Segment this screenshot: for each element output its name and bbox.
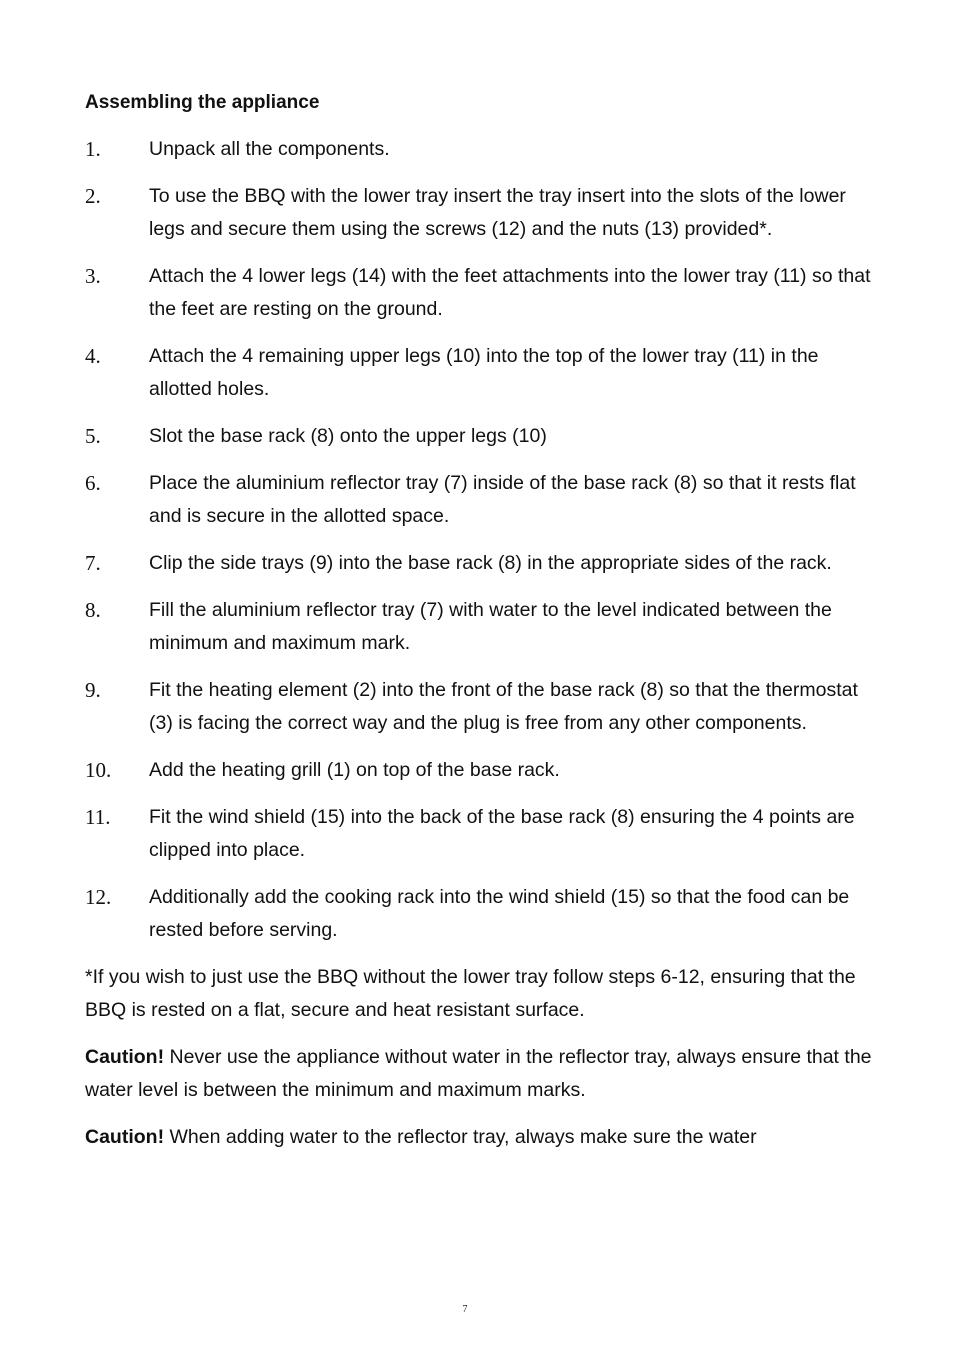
assembly-steps-list — [85, 133, 875, 947]
step-number: 6. — [85, 471, 101, 495]
step-text: Slot the base rack (8) onto the upper legs (10) — [149, 425, 547, 447]
caution-label: Caution! — [85, 1126, 165, 1148]
step-text: Attach the 4 remaining upper legs (10) into the top of the lower tray (11) in the allotted holes. — [149, 345, 819, 400]
caution-label: Caution! — [85, 1046, 165, 1068]
step-number: 3. — [85, 264, 101, 288]
step-text: Attach the 4 lower legs (14) with the feet attachments into the lower tray (11) so that the feet are resting on the ground. — [149, 265, 871, 320]
caution-text: When adding water to the reflector tray, always make sure the water — [164, 1126, 757, 1148]
step-text: Clip the side trays (9) into the base rack (8) in the appropriate sides of the rack. — [149, 552, 832, 574]
step-text: Fit the wind shield (15) into the back of the base rack (8) ensuring the 4 points are clipped into place. — [149, 806, 855, 861]
step-number: 2. — [85, 184, 101, 208]
caution-paragraph — [85, 1041, 875, 1107]
list-item — [85, 133, 875, 166]
list-item — [85, 674, 875, 740]
step-number: 7. — [85, 551, 101, 575]
step-number: 10. — [85, 758, 112, 782]
list-item — [85, 754, 875, 787]
step-text: Fill the aluminium reflector tray (7) with water to the level indicated between the minimum and maximum mark. — [149, 599, 832, 654]
list-item — [85, 547, 875, 580]
list-item — [85, 594, 875, 660]
step-number: 9. — [85, 678, 101, 702]
list-item — [85, 881, 875, 947]
step-text: Additionally add the cooking rack into the wind shield (15) so that the food can be rested before serving. — [149, 886, 850, 941]
caution-paragraph — [85, 1121, 875, 1154]
step-text: To use the BBQ with the lower tray insert the tray insert into the slots of the lower legs and secure them using the screws (12) and the nuts (13) provided*. — [149, 185, 846, 240]
caution-text: Never use the appliance without water in the reflector tray, always ensure that the water level is between the minimum and maximum marks. — [85, 1046, 872, 1101]
document-page — [85, 86, 875, 1168]
step-text: Fit the heating element (2) into the front of the base rack (8) so that the thermostat (3) is facing the correct way and the plug is free from any other components. — [149, 679, 858, 734]
step-number: 1. — [85, 137, 101, 161]
step-text: Add the heating grill (1) on top of the base rack. — [149, 759, 560, 781]
page-number: 7 — [462, 1304, 468, 1315]
list-item — [85, 180, 875, 246]
list-item — [85, 420, 875, 453]
list-item — [85, 260, 875, 326]
step-number: 5. — [85, 424, 101, 448]
list-item — [85, 340, 875, 406]
step-text: Place the aluminium reflector tray (7) inside of the base rack (8) so that it rests flat and is secure in the allotted space. — [149, 472, 856, 527]
step-number: 12. — [85, 885, 112, 909]
step-number: 11. — [85, 805, 111, 829]
section-heading: Assembling the appliance — [85, 92, 320, 113]
step-number: 4. — [85, 344, 101, 368]
list-item — [85, 801, 875, 867]
step-number: 8. — [85, 598, 101, 622]
step-text: Unpack all the components. — [149, 138, 390, 160]
list-item — [85, 467, 875, 533]
footnote: *If you wish to just use the BBQ without the lower tray follow steps 6-12, ensuring that the BBQ is rested on a flat, secure and heat resistant surface. — [85, 966, 856, 1021]
